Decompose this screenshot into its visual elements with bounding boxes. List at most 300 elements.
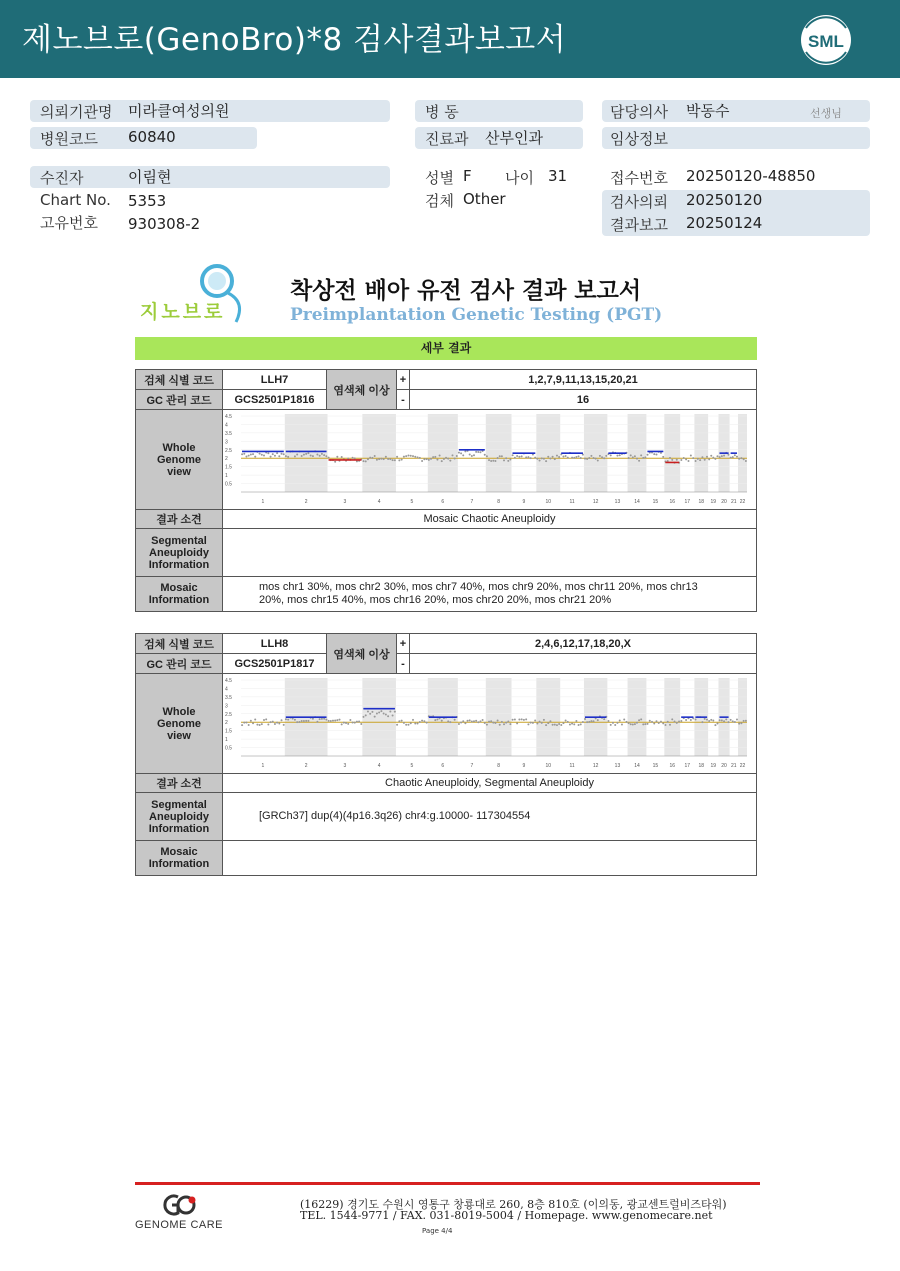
data-point: [394, 711, 396, 713]
chromosome-band: [664, 678, 680, 756]
chromosome-band: [536, 414, 560, 492]
data-point: [259, 453, 261, 455]
wgv-line-2: Genome: [156, 453, 201, 466]
data-point: [597, 459, 599, 461]
genome-plot-cell: [223, 410, 757, 510]
data-point: [584, 718, 586, 720]
mosaic-value: [223, 577, 757, 612]
minus-sign: -: [397, 654, 410, 674]
data-point: [265, 718, 267, 720]
genobro-brand-text: 지노브로: [140, 301, 226, 323]
chromosome-band: [628, 414, 647, 492]
data-point: [632, 724, 634, 726]
x-tick-label: 9: [522, 499, 526, 505]
data-point: [336, 456, 338, 458]
institution-value: 미라클여성의원: [128, 102, 230, 120]
data-point: [714, 724, 716, 726]
x-tick-label: 7: [470, 763, 474, 769]
y-tick-label: 1.5: [225, 728, 232, 735]
data-point: [407, 724, 409, 726]
plus-sign: +: [397, 634, 410, 654]
data-point: [567, 721, 569, 723]
data-point: [632, 456, 634, 458]
x-tick-label: 12: [592, 499, 599, 505]
data-point: [634, 723, 636, 725]
data-point: [434, 719, 436, 721]
data-point: [321, 718, 323, 720]
data-point: [323, 454, 325, 456]
data-point: [745, 720, 747, 722]
y-tick-label: 1.5: [225, 464, 232, 471]
data-point: [601, 456, 603, 458]
data-point: [336, 719, 338, 721]
data-point: [405, 455, 407, 457]
data-point: [305, 453, 307, 455]
y-tick-label: 2: [225, 456, 228, 463]
data-point: [376, 459, 378, 461]
sample-code-label: 검체 식별 코드: [136, 634, 223, 654]
y-tick-label: 1: [225, 473, 228, 480]
data-point: [303, 454, 305, 456]
data-point: [680, 720, 682, 722]
data-point: [387, 715, 389, 717]
data-point: [683, 457, 685, 459]
data-point: [497, 720, 499, 722]
data-point: [621, 724, 623, 726]
data-point: [454, 457, 456, 459]
data-point: [636, 722, 638, 724]
doctor-value: 박동수: [686, 102, 730, 120]
data-point: [371, 457, 373, 459]
data-point: [430, 458, 432, 460]
x-tick-label: 5: [410, 499, 414, 505]
data-point: [396, 724, 398, 726]
data-point: [536, 722, 538, 724]
data-point: [267, 723, 269, 725]
genome-plot-cell: [223, 674, 757, 774]
y-tick-label: 4.5: [225, 414, 232, 420]
data-point: [664, 724, 666, 726]
data-point: [607, 720, 609, 722]
data-point: [509, 459, 511, 461]
data-point: [426, 458, 428, 460]
data-point: [371, 711, 373, 713]
data-point: [723, 720, 725, 722]
data-point: [475, 451, 477, 453]
data-point: [588, 457, 590, 459]
data-point: [423, 458, 425, 460]
ward-label: 병 동: [425, 103, 459, 121]
data-point: [367, 458, 369, 460]
data-point: [503, 723, 505, 725]
data-point: [647, 454, 649, 456]
data-point: [628, 457, 630, 459]
data-point: [706, 456, 708, 458]
data-point: [721, 455, 723, 457]
data-point: [556, 724, 558, 726]
data-point: [354, 722, 356, 724]
data-point: [464, 722, 466, 724]
x-tick-label: 19: [710, 763, 717, 769]
data-point: [704, 459, 706, 461]
segmental-value: [GRCh37] dup(4)(4p16.3q26) chr4:g.10000- 117304554: [223, 793, 757, 841]
data-point: [499, 455, 501, 457]
data-point: [575, 456, 577, 458]
hospital-code-value: 60840: [128, 128, 176, 146]
data-point: [521, 455, 523, 457]
data-point: [578, 455, 580, 457]
x-tick-label: 8: [497, 499, 501, 505]
x-tick-label: 18: [698, 763, 705, 769]
y-tick-label: 2.5: [225, 447, 232, 454]
data-point: [619, 454, 621, 456]
data-point: [653, 453, 655, 455]
data-point: [740, 722, 742, 724]
data-point: [494, 722, 496, 724]
x-tick-label: 17: [684, 499, 691, 505]
patient-value: 이림현: [128, 168, 172, 186]
data-point: [512, 454, 514, 456]
data-point: [398, 459, 400, 461]
data-point: [662, 722, 664, 724]
data-point: [469, 719, 471, 721]
data-point: [412, 719, 414, 721]
data-point: [525, 718, 527, 720]
sml-logo-text: SML: [808, 32, 844, 51]
data-point: [401, 720, 403, 722]
report-title: 착상전 배아 유전 검사 결과 보고서: [290, 278, 642, 304]
genome-care-logo-icon: [158, 1192, 200, 1218]
data-point: [736, 456, 738, 458]
data-point: [732, 456, 734, 458]
data-point: [501, 721, 503, 723]
data-point: [638, 460, 640, 462]
data-point: [263, 454, 265, 456]
data-point: [328, 720, 330, 722]
data-point: [623, 719, 625, 721]
data-point: [356, 721, 358, 723]
data-point: [647, 723, 649, 725]
footer-red-line: [135, 1182, 760, 1185]
data-point: [680, 459, 682, 461]
data-point: [554, 458, 556, 460]
finding-label: 결과 소견: [136, 510, 223, 529]
data-point: [380, 458, 382, 460]
data-point: [301, 455, 303, 457]
data-point: [343, 722, 345, 724]
data-point: [473, 720, 475, 722]
loss-chromosomes: 16: [410, 390, 757, 410]
data-point: [562, 456, 564, 458]
report-subtitle: Preimplantation Genetic Testing (PGT): [290, 305, 663, 325]
data-point: [545, 724, 547, 726]
data-point: [389, 458, 391, 460]
data-point: [518, 718, 520, 720]
finding-label: 결과 소견: [136, 774, 223, 793]
data-point: [352, 457, 354, 459]
data-point: [305, 720, 307, 722]
data-point: [710, 719, 712, 721]
wgv-label: [136, 410, 223, 510]
data-point: [396, 456, 398, 458]
data-point: [523, 719, 525, 721]
data-point: [593, 457, 595, 459]
data-point: [321, 453, 323, 455]
chromosome-band: [738, 414, 747, 492]
data-point: [514, 718, 516, 720]
data-point: [362, 716, 364, 718]
section-bar-detail-results: 세부 결과: [135, 337, 757, 360]
data-point: [252, 722, 254, 724]
genome-plot-2: [223, 674, 751, 770]
y-tick-label: 0.5: [225, 745, 232, 752]
data-point: [417, 723, 419, 725]
data-point: [261, 723, 263, 725]
data-point: [301, 720, 303, 722]
data-point: [412, 455, 414, 457]
genome-plot-1: [223, 410, 751, 506]
y-tick-label: 1: [225, 737, 228, 744]
gain-chromosomes: 2,4,6,12,17,18,20,X: [410, 634, 757, 654]
data-point: [669, 724, 671, 726]
doctor-label: 담당의사: [610, 103, 668, 121]
data-point: [456, 455, 458, 457]
data-point: [743, 720, 745, 722]
data-point: [376, 713, 378, 715]
data-point: [421, 460, 423, 462]
data-point: [547, 722, 549, 724]
data-point: [486, 455, 488, 457]
data-point: [580, 723, 582, 725]
data-point: [387, 458, 389, 460]
x-tick-label: 21: [731, 499, 737, 505]
data-point: [449, 721, 451, 723]
data-point: [464, 450, 466, 452]
chromosome-band: [362, 678, 396, 756]
data-point: [259, 724, 261, 726]
data-point: [530, 457, 532, 459]
data-point: [671, 718, 673, 720]
data-point: [492, 722, 494, 724]
data-point: [638, 719, 640, 721]
data-point: [334, 720, 336, 722]
data-point: [369, 713, 371, 715]
y-tick-label: 4: [225, 422, 228, 429]
data-point: [534, 720, 536, 722]
data-point: [419, 457, 421, 459]
data-point: [678, 720, 680, 722]
data-point: [345, 722, 347, 724]
data-point: [586, 721, 588, 723]
data-point: [250, 454, 252, 456]
data-point: [584, 458, 586, 460]
x-tick-label: 14: [634, 499, 640, 505]
data-point: [447, 458, 449, 460]
specimen-label: 검체: [425, 192, 454, 210]
chart-no-value: 5353: [128, 192, 167, 210]
data-point: [250, 720, 252, 722]
data-point: [349, 719, 351, 721]
data-point: [436, 718, 438, 720]
data-point: [312, 718, 314, 720]
data-point: [505, 457, 507, 459]
data-point: [389, 710, 391, 712]
data-point: [436, 459, 438, 461]
mosaic-value: [223, 841, 757, 876]
data-point: [527, 456, 529, 458]
x-tick-label: 2: [304, 499, 308, 505]
data-point: [599, 455, 601, 457]
data-point: [704, 718, 706, 720]
data-point: [243, 722, 245, 724]
data-point: [630, 454, 632, 456]
data-point: [567, 457, 569, 459]
data-point: [580, 457, 582, 459]
data-point: [380, 710, 382, 712]
data-point: [710, 455, 712, 457]
y-tick-label: 0.5: [225, 481, 232, 488]
data-point: [610, 724, 612, 726]
data-point: [653, 722, 655, 724]
data-point: [695, 460, 697, 462]
data-point: [261, 454, 263, 456]
data-point: [296, 453, 298, 455]
data-point: [294, 455, 296, 457]
data-point: [590, 720, 592, 722]
data-point: [405, 724, 407, 726]
data-point: [383, 458, 385, 460]
data-point: [479, 720, 481, 722]
data-point: [447, 720, 449, 722]
data-point: [651, 721, 653, 723]
wgv-line-1: Whole: [162, 441, 196, 454]
data-point: [674, 720, 676, 722]
data-point: [462, 454, 464, 456]
data-point: [449, 460, 451, 462]
data-point: [263, 719, 265, 721]
data-point: [248, 724, 250, 726]
data-point: [488, 459, 490, 461]
data-point: [721, 719, 723, 721]
data-point: [597, 719, 599, 721]
data-point: [723, 455, 725, 457]
data-point: [298, 721, 300, 723]
chromosome-band: [584, 414, 607, 492]
data-point: [712, 720, 714, 722]
chromosome-band: [428, 414, 458, 492]
data-point: [532, 722, 534, 724]
data-point: [734, 454, 736, 456]
x-tick-label: 1: [261, 499, 265, 505]
data-point: [241, 724, 243, 726]
data-point: [616, 455, 618, 457]
patient-label: 수진자: [40, 169, 84, 187]
data-point: [339, 719, 341, 721]
data-point: [628, 722, 630, 724]
data-point: [706, 719, 708, 721]
data-point: [501, 455, 503, 457]
data-point: [407, 454, 409, 456]
data-point: [316, 721, 318, 723]
chromosome-band: [486, 414, 512, 492]
data-point: [562, 722, 564, 724]
data-point: [649, 720, 651, 722]
data-point: [701, 721, 703, 723]
data-point: [423, 720, 425, 722]
data-point: [270, 456, 272, 458]
data-point: [512, 719, 514, 721]
data-point: [640, 718, 642, 720]
data-point: [454, 719, 456, 721]
page-number: Page 4/4: [422, 1227, 453, 1235]
data-point: [341, 723, 343, 725]
data-point: [625, 721, 627, 723]
data-point: [539, 721, 541, 723]
x-tick-label: 11: [569, 499, 575, 505]
data-point: [516, 455, 518, 457]
data-point: [432, 456, 434, 458]
data-point: [347, 723, 349, 725]
x-tick-label: 17: [684, 763, 691, 769]
x-tick-label: 3: [343, 763, 347, 769]
sample-code-value: LLH7: [223, 370, 327, 390]
id-number-value: 930308-2: [128, 215, 201, 233]
wgv-line-3: view: [167, 465, 191, 478]
data-point: [417, 456, 419, 458]
data-point: [719, 719, 721, 721]
data-point: [573, 457, 575, 459]
data-point: [509, 723, 511, 725]
x-tick-label: 20: [721, 499, 727, 505]
x-tick-label: 22: [739, 763, 746, 769]
x-tick-label: 10: [545, 763, 552, 769]
abnormal-label: 염색체 이상: [327, 634, 397, 674]
data-point: [296, 721, 298, 723]
gc-code-label: GC 관리 코드: [136, 390, 223, 410]
segmental-label: Segmental Aneuploidy Information: [136, 793, 223, 841]
data-point: [616, 722, 618, 724]
requested-label: 검사의뢰: [610, 193, 668, 211]
data-point: [272, 453, 274, 455]
report-header-title: 제노브로(GenoBro)*8 검사결과보고서: [22, 22, 567, 58]
clinical-label: 임상정보: [610, 130, 668, 148]
data-point: [252, 453, 254, 455]
data-point: [307, 452, 309, 454]
data-point: [256, 724, 258, 726]
data-point: [378, 711, 380, 713]
data-point: [484, 454, 486, 456]
data-point: [383, 713, 385, 715]
data-point: [676, 459, 678, 461]
data-point: [245, 455, 247, 457]
data-point: [398, 720, 400, 722]
data-point: [534, 457, 536, 459]
data-point: [640, 454, 642, 456]
x-tick-label: 6: [441, 499, 445, 505]
mosaic-label: Mosaic Information: [136, 577, 223, 612]
finding-value: Mosaic Chaotic Aneuploidy: [223, 510, 757, 529]
data-point: [669, 457, 671, 459]
data-point: [439, 455, 441, 457]
data-point: [334, 461, 336, 463]
data-point: [283, 724, 285, 726]
data-point: [471, 455, 473, 457]
loss-chromosomes: [410, 654, 757, 674]
data-point: [516, 722, 518, 724]
data-point: [319, 455, 321, 457]
chromosome-band: [486, 678, 512, 756]
data-point: [593, 720, 595, 722]
